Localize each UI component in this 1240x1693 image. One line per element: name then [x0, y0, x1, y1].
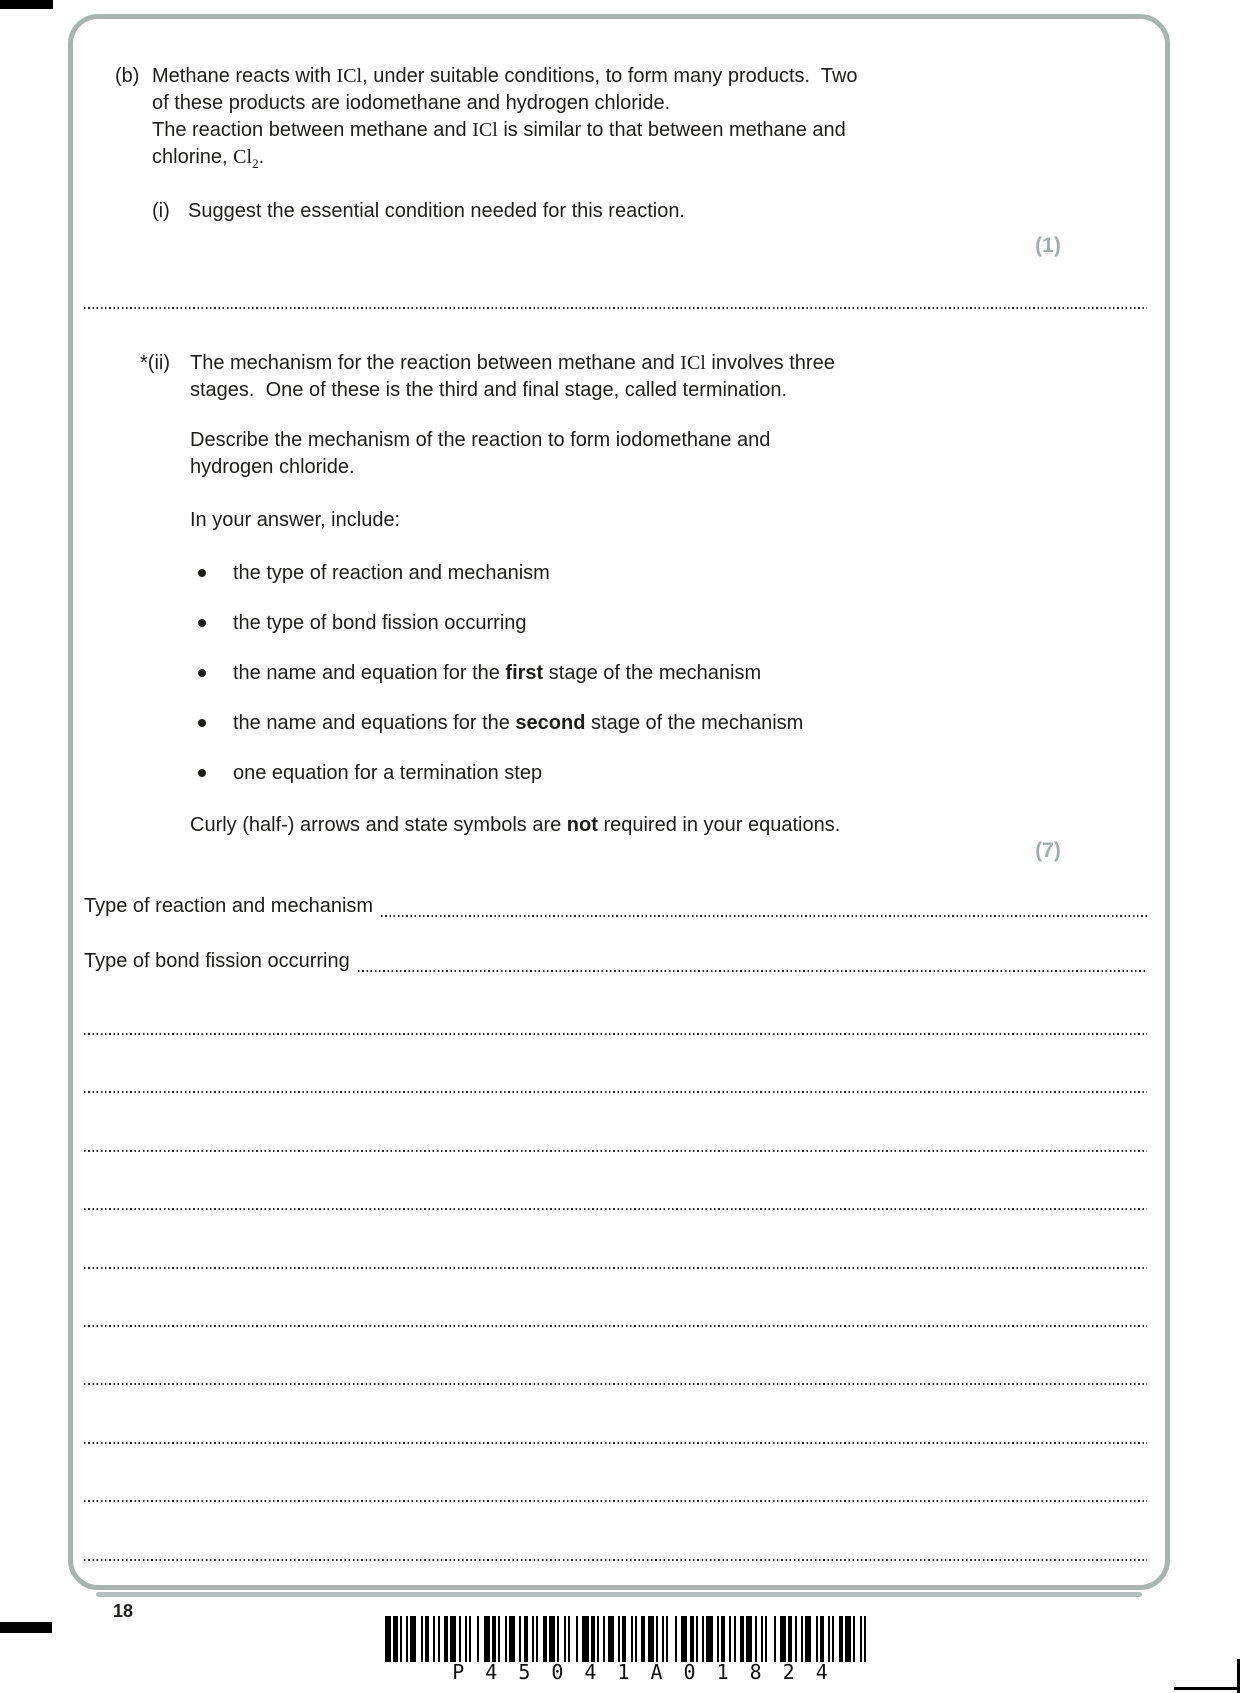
bullet-item: the name and equations for the second stage of the mechanism [190, 710, 1100, 737]
subscript-2: 2 [252, 156, 259, 171]
question-b-line3: The reaction between methane and ICl is similar to that between methane and [152, 119, 846, 141]
part-ii-label: *(ii) [140, 352, 170, 374]
print-registration-mark-bottom-left [0, 1622, 52, 1633]
part-ii-intro-line2: stages. One of these is the third and final stage, called termination. [190, 379, 788, 401]
question-b-line4: chlorine, $Cl_2$. [152, 146, 265, 171]
part-ii-mark-allocation: (7) [1035, 839, 1061, 862]
chemical-formula-icl: ICl [336, 65, 363, 87]
question-b-part-ii [140, 350, 1100, 839]
answer-line [84, 1325, 1147, 1327]
bullet-icon [198, 669, 206, 677]
answer-line [84, 1091, 1147, 1093]
barcode-caption: P45041A01824 [452, 1660, 849, 1684]
answer-line [84, 1208, 1147, 1210]
bullet-icon [198, 569, 206, 577]
barcode [385, 1616, 875, 1662]
bullet-icon [198, 619, 206, 627]
part-ii-text [190, 350, 1100, 839]
answer-line [84, 307, 1147, 309]
bullet-item: the type of bond fission occurring [190, 610, 1100, 637]
part-ii-note: Curly (half-) arrows and state symbols are not required in your equations. [190, 814, 841, 836]
answer-row-reaction-mechanism [84, 893, 1147, 921]
print-registration-mark-bottom-right [1174, 1687, 1240, 1690]
question-b-text [152, 63, 858, 177]
part-ii-intro-line1: The mechanism for the reaction between methane and ICl involves three [190, 352, 835, 374]
part-ii-describe-line2: hydrogen chloride. [190, 456, 355, 478]
question-b-line2: of these products are iodomethane and hydrogen chloride. [152, 92, 671, 114]
part-i-text: Suggest the essential condition needed for this reaction. [188, 200, 685, 222]
answer-line [84, 1033, 1147, 1035]
question-b-line1: Methane reacts with ICl, under suitable conditions, to form many products. Two [152, 65, 858, 87]
bullet-item: the type of reaction and mechanism [190, 560, 1100, 587]
answer-line [358, 970, 1147, 972]
answer-line [381, 915, 1147, 917]
page-number: 18 [113, 1601, 134, 1621]
part-i-mark-allocation: (1) [1035, 234, 1061, 257]
question-b [115, 63, 1075, 177]
answer-label-bond-fission: Type of bond fission occurring [84, 950, 350, 972]
part-ii-describe-line1: Describe the mechanism of the reaction to form iodomethane and [190, 429, 771, 451]
part-i-label: (i) [152, 200, 170, 222]
answer-line [84, 1267, 1147, 1269]
answer-line [84, 1383, 1147, 1385]
chemical-formula-icl: ICl [472, 119, 498, 141]
bullet-icon [198, 719, 206, 727]
blank-answer-lines [84, 1033, 1147, 1617]
question-b-label: (b) [115, 65, 140, 87]
bullet-item: one equation for a termination step [190, 760, 1100, 787]
answer-label-reaction-mechanism: Type of reaction and mechanism [84, 895, 374, 917]
bullet-icon [198, 769, 206, 777]
question-b-part-i [152, 198, 1052, 225]
answer-row-bond-fission [84, 948, 1147, 976]
print-registration-mark-top-left [0, 0, 53, 9]
answer-line [84, 1559, 1147, 1561]
chemical-formula-cl2: $Cl_2$ [233, 146, 259, 171]
answer-line [84, 1442, 1147, 1444]
answer-line [84, 1150, 1147, 1152]
answer-line [84, 1500, 1147, 1502]
part-ii-include-heading: In your answer, include: [190, 509, 401, 531]
chemical-formula-icl: ICl [680, 352, 706, 374]
bullet-item: the name and equation for the first stage of the mechanism [190, 660, 1100, 687]
